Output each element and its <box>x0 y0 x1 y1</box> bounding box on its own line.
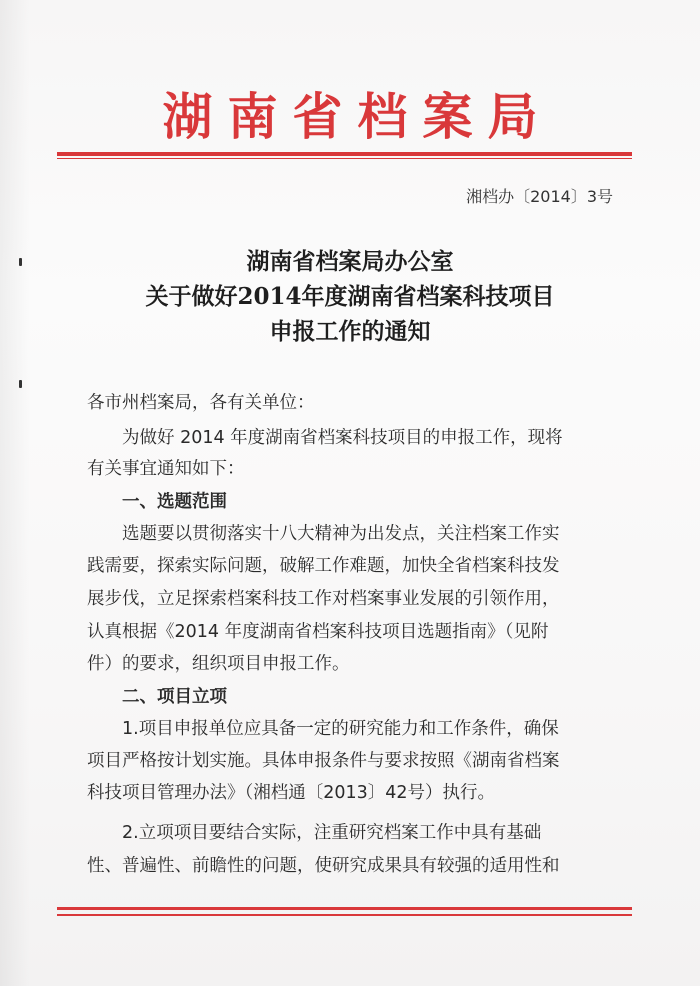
paragraph-line: 认真根据《2014 年度湖南省档案科技项目选题指南》（见附 <box>87 622 549 642</box>
paragraph-line: 科技项目管理办法》（湘档通〔2013〕42号）执行。 <box>87 783 496 803</box>
paragraph-line: 2.立项项目要结合实际，注重研究档案工作中具有基础 <box>122 823 542 843</box>
section-heading: 二、项目立项 <box>122 687 227 707</box>
binding-mark <box>19 380 22 388</box>
document-body <box>87 0 627 986</box>
agency-header-title: 湖南省档案局 <box>162 88 553 146</box>
intro-paragraph-line: 有关事宜通知如下： <box>87 459 245 479</box>
paragraph-line: 1.项目申报单位应具备一定的研究能力和工作条件，确保 <box>122 719 559 739</box>
notice-title-line: 关于做好2014年度湖南省档案科技项目 <box>145 283 555 310</box>
intro-paragraph-line: 为做好 2014 年度湖南省档案科技项目的申报工作，现将 <box>122 428 563 448</box>
paragraph-line: 件）的要求，组织项目申报工作。 <box>87 654 350 674</box>
footer-red-rule-thick <box>57 907 632 910</box>
document-number: 湘档办〔2014〕3号 <box>466 187 613 206</box>
paragraph-line: 项目严格按计划实施。具体申报条件与要求按照《湖南省档案 <box>87 751 560 771</box>
salutation: 各市州档案局，各有关单位： <box>87 393 315 413</box>
section-heading: 一、选题范围 <box>122 492 227 512</box>
paragraph-line: 选题要以贯彻落实十八大精神为出发点，关注档案工作实 <box>122 524 560 544</box>
notice-title-line: 湖南省档案局办公室 <box>246 248 454 275</box>
paragraph-line: 践需要，探索实际问题，破解工作难题，加快全省档案科技发 <box>87 556 560 576</box>
footer-red-rule-thin <box>57 914 632 916</box>
paragraph-line: 展步伐，立足探索档案科技工作对档案事业发展的引领作用， <box>87 589 560 609</box>
notice-title-line: 申报工作的通知 <box>269 318 431 345</box>
paragraph-line: 性、普遍性、前瞻性的问题，使研究成果具有较强的适用性和 <box>87 856 560 876</box>
